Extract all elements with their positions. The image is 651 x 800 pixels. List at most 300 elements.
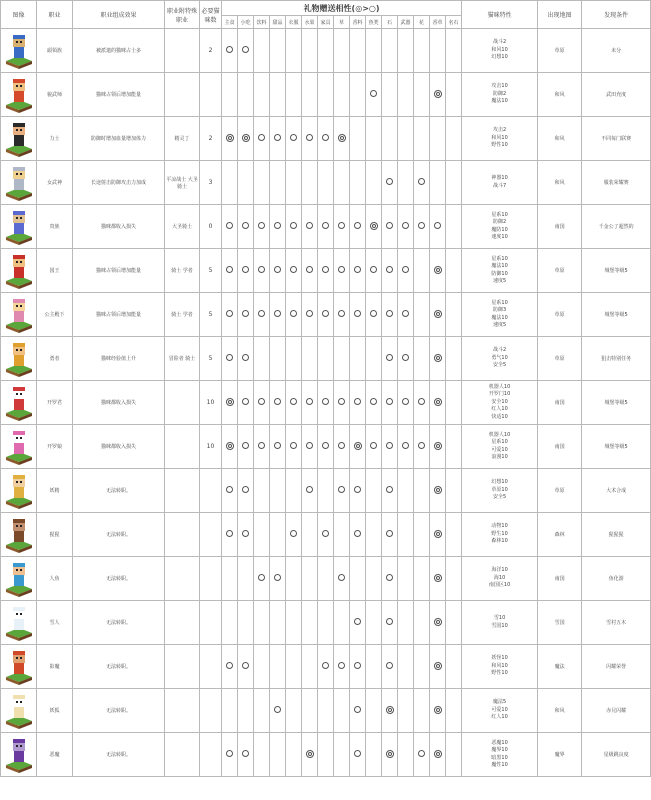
circle-icon xyxy=(386,486,393,493)
gift-cell xyxy=(286,513,302,557)
header-effect: 职业组成效果 xyxy=(73,1,165,29)
gift-cell xyxy=(318,337,334,381)
spot-item: 安全5 xyxy=(493,494,507,501)
circle-icon xyxy=(242,662,249,669)
spot-item: 魔防10 xyxy=(491,226,508,233)
gift-cell xyxy=(350,337,366,381)
gift-cell xyxy=(430,337,446,381)
job-effect: 猫咪都收入损失 xyxy=(73,381,165,425)
job-condition: 城堡等级5 xyxy=(582,425,651,469)
spot-item: 浪漫10 xyxy=(491,454,508,460)
double-circle-icon xyxy=(434,486,442,494)
cat-sprite-icon xyxy=(4,120,34,158)
header-special: 职业附特殊职业 xyxy=(165,1,200,29)
gift-cell xyxy=(382,601,398,645)
gift-cell xyxy=(254,249,270,293)
gift-cell xyxy=(398,337,414,381)
job-special xyxy=(165,469,200,513)
job-special xyxy=(165,733,200,777)
job-location: 和风 xyxy=(538,161,582,205)
job-image xyxy=(1,293,37,337)
gift-cell xyxy=(318,425,334,469)
job-effect: 无法转职。 xyxy=(73,469,165,513)
circle-icon xyxy=(258,134,265,141)
job-special xyxy=(165,29,200,73)
spot-item: 星系10 xyxy=(491,299,508,306)
gift-cell xyxy=(366,293,382,337)
job-required: 5 xyxy=(200,293,222,337)
gift-cell xyxy=(366,689,382,733)
gift-cell xyxy=(446,117,462,161)
double-circle-icon xyxy=(226,442,234,450)
job-image xyxy=(1,117,37,161)
gift-cell xyxy=(254,293,270,337)
job-special xyxy=(165,601,200,645)
gift-cell xyxy=(398,601,414,645)
gift-cell xyxy=(254,161,270,205)
spot-item: 速度5 xyxy=(493,322,507,328)
gift-cell xyxy=(382,689,398,733)
circle-icon xyxy=(290,222,297,229)
double-circle-icon xyxy=(354,442,362,450)
job-location: 和风 xyxy=(538,117,582,161)
gift-cell xyxy=(446,249,462,293)
job-image xyxy=(1,689,37,733)
gift-cell xyxy=(270,29,286,73)
circle-icon xyxy=(370,266,377,273)
spot-item: 魔性10 xyxy=(491,762,508,768)
circle-icon xyxy=(370,398,377,405)
header-gift-col: 石 xyxy=(382,16,398,29)
gift-cell xyxy=(254,469,270,513)
table-row xyxy=(1,425,651,469)
gift-cell xyxy=(238,249,254,293)
spot-item: 防御2 xyxy=(493,219,507,225)
gift-cell xyxy=(430,29,446,73)
circle-icon xyxy=(354,706,361,713)
spot-item: 雪10 xyxy=(493,615,506,621)
gift-cell xyxy=(286,645,302,689)
gift-cell xyxy=(398,557,414,601)
circle-icon xyxy=(418,442,425,449)
gift-cell xyxy=(350,557,366,601)
gift-cell xyxy=(286,73,302,117)
gift-cell xyxy=(270,689,286,733)
job-name: 猩猩 xyxy=(37,513,73,557)
table-row xyxy=(1,557,651,601)
spot-item: 防御3 xyxy=(493,307,507,313)
circle-icon xyxy=(274,222,281,229)
job-spots xyxy=(462,469,538,513)
spot-item: 海洋10 xyxy=(491,567,508,574)
job-spots xyxy=(462,161,538,205)
gift-cell xyxy=(382,513,398,557)
gift-cell xyxy=(414,249,430,293)
gift-cell xyxy=(414,645,430,689)
job-special xyxy=(165,73,200,117)
gift-cell xyxy=(318,381,334,425)
gift-cell xyxy=(446,73,462,117)
job-effect: 防御时增加血量增加体力 xyxy=(73,117,165,161)
job-condition: 雪村五木 xyxy=(582,601,651,645)
circle-icon xyxy=(226,530,233,537)
gift-cell xyxy=(302,425,318,469)
gift-cell xyxy=(254,73,270,117)
job-effect: 无法转职。 xyxy=(73,513,165,557)
job-required xyxy=(200,557,222,601)
circle-icon xyxy=(322,398,329,405)
gift-cell xyxy=(446,293,462,337)
gift-cell xyxy=(334,337,350,381)
job-special: 冒险者 骑士 xyxy=(165,337,200,381)
gift-cell xyxy=(350,249,366,293)
job-image xyxy=(1,733,37,777)
table-row xyxy=(1,469,651,513)
gift-cell xyxy=(414,73,430,117)
cat-sprite-icon xyxy=(4,428,34,466)
gift-cell xyxy=(414,601,430,645)
gift-cell xyxy=(302,73,318,117)
gift-cell xyxy=(302,689,318,733)
gift-cell xyxy=(318,557,334,601)
gift-cell xyxy=(414,557,430,601)
table-row xyxy=(1,249,651,293)
gift-cell xyxy=(382,73,398,117)
circle-icon xyxy=(258,398,265,405)
gift-cell xyxy=(366,73,382,117)
circle-icon xyxy=(418,178,425,185)
gift-cell xyxy=(430,513,446,557)
circle-icon xyxy=(370,442,377,449)
gift-cell xyxy=(238,733,254,777)
gift-cell xyxy=(222,469,238,513)
gift-cell xyxy=(366,337,382,381)
header-image: 图像 xyxy=(1,1,37,29)
gift-cell xyxy=(334,117,350,161)
job-name: 开罗君 xyxy=(37,381,73,425)
job-required: 3 xyxy=(200,161,222,205)
gift-cell xyxy=(222,293,238,337)
spot-item: 攻击2 xyxy=(493,127,507,134)
job-name: 人鱼 xyxy=(37,557,73,601)
gift-cell xyxy=(270,733,286,777)
gift-cell xyxy=(446,557,462,601)
circle-icon xyxy=(386,222,393,229)
spot-item: 野性10 xyxy=(491,670,508,677)
gift-cell xyxy=(350,293,366,337)
gift-cell xyxy=(366,249,382,293)
circle-icon xyxy=(242,530,249,537)
gift-cell xyxy=(222,73,238,117)
double-circle-icon xyxy=(370,222,378,230)
gift-cell xyxy=(318,29,334,73)
circle-icon xyxy=(354,750,361,757)
double-circle-icon xyxy=(434,90,442,98)
gift-cell xyxy=(334,73,350,117)
gift-cell xyxy=(222,425,238,469)
job-name: 勇者 xyxy=(37,337,73,381)
gift-cell xyxy=(334,205,350,249)
job-special xyxy=(165,513,200,557)
double-circle-icon xyxy=(226,398,234,406)
spot-item: 和风10 xyxy=(491,662,508,669)
job-name: 力士 xyxy=(37,117,73,161)
header-gift-col: 香料 xyxy=(350,16,366,29)
job-location: 南国 xyxy=(538,425,582,469)
cat-sprite-icon xyxy=(4,208,34,246)
gift-cell xyxy=(398,293,414,337)
spot-item: 雪国10 xyxy=(491,622,508,629)
gift-cell xyxy=(286,29,302,73)
gift-cell xyxy=(222,513,238,557)
gift-cell xyxy=(350,117,366,161)
header-gift-col: 饮料 xyxy=(254,16,270,29)
gift-cell xyxy=(270,469,286,513)
circle-icon xyxy=(418,750,425,757)
gift-cell xyxy=(414,117,430,161)
header-gift-col: 名石 xyxy=(446,16,462,29)
job-name: 恶魔 xyxy=(37,733,73,777)
job-image xyxy=(1,249,37,293)
spot-item: 幻想10 xyxy=(491,54,508,61)
circle-icon xyxy=(258,222,265,229)
gift-cell xyxy=(270,425,286,469)
gift-cell xyxy=(238,645,254,689)
job-location: 草原 xyxy=(538,469,582,513)
job-condition: 武田充度 xyxy=(582,73,651,117)
spot-item: 恶魔10 xyxy=(491,739,508,746)
gift-cell xyxy=(334,645,350,689)
job-special xyxy=(165,689,200,733)
gift-cell xyxy=(446,733,462,777)
job-name: 公主殿下 xyxy=(37,293,73,337)
circle-icon xyxy=(226,222,233,229)
circle-icon xyxy=(386,354,393,361)
job-effect: 猫咪都收入损失 xyxy=(73,425,165,469)
gift-cell xyxy=(366,161,382,205)
header-gift-col: 甜品 xyxy=(270,16,286,29)
gift-cell xyxy=(430,425,446,469)
gift-cell xyxy=(430,117,446,161)
table-row xyxy=(1,205,651,249)
gift-cell xyxy=(398,73,414,117)
gift-cell xyxy=(222,733,238,777)
spot-item: 魔法10 xyxy=(491,98,508,105)
header-gift-col: 水果 xyxy=(302,16,318,29)
gift-cell xyxy=(398,29,414,73)
gift-cell xyxy=(430,381,446,425)
gift-cell xyxy=(254,601,270,645)
gift-cell xyxy=(446,601,462,645)
gift-cell xyxy=(382,205,398,249)
header-location: 出现地图 xyxy=(538,1,582,29)
circle-icon xyxy=(258,266,265,273)
gift-cell xyxy=(430,205,446,249)
spot-item: 开罗门10 xyxy=(488,391,511,398)
cat-sprite-icon xyxy=(4,252,34,290)
gift-cell xyxy=(382,29,398,73)
gift-cell xyxy=(446,29,462,73)
circle-icon xyxy=(354,398,361,405)
spot-item: 防御10 xyxy=(491,270,508,277)
gift-cell xyxy=(222,337,238,381)
gift-cell xyxy=(286,601,302,645)
spot-item: 妖怪10 xyxy=(491,655,508,662)
job-image xyxy=(1,645,37,689)
gift-cell xyxy=(286,733,302,777)
job-special: 骑士 学者 xyxy=(165,293,200,337)
job-special: 精灵丁 xyxy=(165,117,200,161)
gift-cell xyxy=(302,645,318,689)
job-required xyxy=(200,73,222,117)
spot-item: 草原10 xyxy=(491,486,508,493)
gift-cell xyxy=(398,205,414,249)
job-image xyxy=(1,161,37,205)
job-spots xyxy=(462,689,538,733)
gift-cell xyxy=(254,425,270,469)
gift-cell xyxy=(270,161,286,205)
gift-cell xyxy=(238,601,254,645)
job-condition: 城堡等级5 xyxy=(582,249,651,293)
circle-icon xyxy=(290,134,297,141)
table-row xyxy=(1,337,651,381)
gift-cell xyxy=(366,425,382,469)
job-effect: 无法转职。 xyxy=(73,645,165,689)
gift-cell xyxy=(254,557,270,601)
circle-icon xyxy=(242,486,249,493)
job-effect: 猫咪占领后增加能量 xyxy=(73,73,165,117)
gift-cell xyxy=(350,469,366,513)
gift-cell xyxy=(446,469,462,513)
job-name: 頭領族 xyxy=(37,29,73,73)
gift-cell xyxy=(254,381,270,425)
circle-icon xyxy=(338,574,345,581)
circle-icon xyxy=(402,354,409,361)
gift-cell xyxy=(334,689,350,733)
job-spots xyxy=(462,73,538,117)
gift-cell xyxy=(238,205,254,249)
circle-icon xyxy=(242,750,249,757)
circle-icon xyxy=(226,662,233,669)
gift-cell xyxy=(430,645,446,689)
gift-cell xyxy=(350,381,366,425)
header-gift: 礼物赠送相性(◎>○) xyxy=(222,1,462,16)
job-condition: 未分 xyxy=(582,29,651,73)
gift-cell xyxy=(318,293,334,337)
cat-sprite-icon xyxy=(4,560,34,598)
table-row xyxy=(1,161,651,205)
cat-sprite-icon xyxy=(4,648,34,686)
job-spots xyxy=(462,601,538,645)
circle-icon xyxy=(402,442,409,449)
circle-icon xyxy=(386,310,393,317)
circle-icon xyxy=(306,310,313,317)
gift-cell xyxy=(238,161,254,205)
gift-cell xyxy=(398,381,414,425)
double-circle-icon xyxy=(434,750,442,758)
header-gift-col: 武器 xyxy=(398,16,414,29)
gift-cell xyxy=(398,469,414,513)
circle-icon xyxy=(322,442,329,449)
header-gift-col: 魚类 xyxy=(366,16,382,29)
job-location: 草原 xyxy=(538,29,582,73)
gift-cell xyxy=(302,249,318,293)
job-required xyxy=(200,689,222,733)
circle-icon xyxy=(322,530,329,537)
header-gift-col: 香草 xyxy=(430,16,446,29)
circle-icon xyxy=(434,222,441,229)
gift-cell xyxy=(350,733,366,777)
circle-icon xyxy=(290,310,297,317)
header-gift-col: 草 xyxy=(334,16,350,29)
job-image xyxy=(1,205,37,249)
gift-cell xyxy=(302,469,318,513)
gift-cell xyxy=(318,73,334,117)
job-effect: 长途射击防御攻击力加成 xyxy=(73,161,165,205)
job-image xyxy=(1,601,37,645)
gift-cell xyxy=(302,733,318,777)
double-circle-icon xyxy=(386,750,394,758)
gift-cell xyxy=(302,117,318,161)
job-spots xyxy=(462,117,538,161)
job-name: 妖精 xyxy=(37,469,73,513)
gift-cell xyxy=(382,293,398,337)
spot-item: 速度10 xyxy=(491,234,508,240)
gift-cell xyxy=(238,557,254,601)
gift-cell xyxy=(222,601,238,645)
gift-cell xyxy=(222,29,238,73)
spot-item: 战斗2 xyxy=(493,39,507,46)
gift-cell xyxy=(334,29,350,73)
header-job: 职业 xyxy=(37,1,73,29)
circle-icon xyxy=(338,662,345,669)
job-condition: 城堡等级5 xyxy=(582,293,651,337)
gift-cell xyxy=(350,73,366,117)
table-row xyxy=(1,29,651,73)
gift-cell xyxy=(334,557,350,601)
cat-sprite-icon xyxy=(4,692,34,730)
header-condition: 发现条件 xyxy=(582,1,651,29)
job-image xyxy=(1,513,37,557)
circle-icon xyxy=(274,706,281,713)
circle-icon xyxy=(290,398,297,405)
gift-cell xyxy=(350,513,366,557)
job-required: 5 xyxy=(200,249,222,293)
table-row xyxy=(1,293,651,337)
job-condition: 服装荣耀赛 xyxy=(582,161,651,205)
spot-item: 机器人10 xyxy=(488,383,511,390)
job-image xyxy=(1,29,37,73)
circle-icon xyxy=(226,310,233,317)
circle-icon xyxy=(290,266,297,273)
table-row xyxy=(1,513,651,557)
gift-cell xyxy=(350,601,366,645)
job-name: 贵族 xyxy=(37,205,73,249)
gift-cell xyxy=(430,469,446,513)
circle-icon xyxy=(386,442,393,449)
cat-sprite-icon xyxy=(4,32,34,70)
gift-cell xyxy=(334,249,350,293)
gift-cell xyxy=(382,117,398,161)
circle-icon xyxy=(354,662,361,669)
circle-icon xyxy=(354,618,361,625)
job-name: 国王 xyxy=(37,249,73,293)
job-condition: 闪耀荣誉 xyxy=(582,645,651,689)
job-spots xyxy=(462,381,538,425)
circle-icon xyxy=(274,442,281,449)
job-location: 魔法 xyxy=(538,645,582,689)
circle-icon xyxy=(258,310,265,317)
